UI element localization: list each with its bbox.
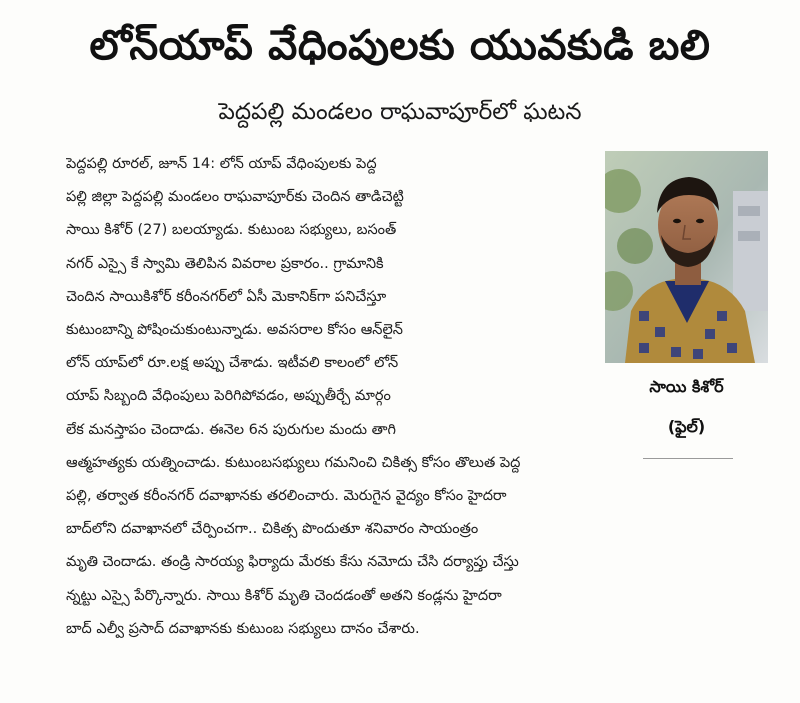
article-line: యాప్‌ సిబ్బంది వేధింపులు పెరిగిపోవడం, అప్పుతీర్చే మార్గం <box>66 388 391 405</box>
article-line: బాద్‌ ఎల్వీ ప్రసాద్‌ దవాఖానకు కుటుంబ సభ్యులు దానం చేశారు. <box>66 620 420 637</box>
article-line: లేక మనస్తాపం చెందాడు. ఈనెల 6న పురుగుల మందు తాగి <box>66 421 396 438</box>
article-line: నగర్‌ ఎస్సై కే స్వామి తెలిపిన వివరాల ప్రకారం.. గ్రామానికి <box>66 255 384 272</box>
article-line: సాయి కిశోర్‌ (27) బలయ్యాడు. కుటుంబ సభ్యులు, బసంత్‌ <box>66 222 397 239</box>
article-line: చెందిన సాయికిశోర్‌ కరీంనగర్‌లో ఏసీ మెకానిక్‌గా పనిచేస్తూ <box>66 288 387 305</box>
article-line: కుటుంబాన్ని పోషించుకుంటున్నాడు. అవసరాల కోసం ఆన్‌లైన్‌ <box>66 322 403 339</box>
headline: లోన్‌యాప్‌ వేధింపులకు యువకుడి బలి <box>89 21 711 69</box>
article-line: పల్లి జిల్లా పెద్దపల్లి మండలం రాఘవాపూర్‌కు చెందిన తాడిచెట్టి <box>66 189 404 206</box>
article-body <box>66 148 788 646</box>
photo-caption-name: సాయి కిశోర్‌ <box>649 377 724 396</box>
photo-space <box>618 148 788 473</box>
article-line: న్నట్టు ఎస్సై పేర్కొన్నారు. సాయి కిశోర్‌ మృతి చెందడంతో అతని కండ్లను హైదరా <box>66 587 502 604</box>
article-line: పెద్దపల్లి రూరల్‌, జూన్‌ 14: లోన్‌ యాప్‌ వేధింపులకు పెద్ద <box>66 156 377 172</box>
article-line: ఆత్మహత్యకు యత్నించాడు. కుటుంబసభ్యులు గమనించి చికిత్స కోసం తొలుత పెద్ద <box>66 454 521 471</box>
article-line: పల్లి, తర్వాత కరీంనగర్‌ దవాఖానకు తరలించారు. మెరుగైన వైద్యం కోసం హైదరా <box>66 488 507 505</box>
article-line: మృతి చెందాడు. తండ్రి సారయ్య ఫిర్యాదు మేరకు కేసు నమోదు చేసి దర్యాప్తు చేస్తు <box>66 554 519 571</box>
subheadline: పెద్దపల్లి మండలం రాఘవాపూర్‌లో ఘటన <box>218 99 582 125</box>
article-line: లోన్‌ యాప్‌లో రూ.లక్ష అప్పు చేశాడు. ఇటీవలి కాలంలో లోన్‌ <box>66 355 399 372</box>
article-line: బాద్‌లోని దవాఖానలో చేర్పించగా.. చికిత్స పొందుతూ శనివారం సాయంత్రం <box>66 521 479 538</box>
photo-caption-note: (ఫైల్‌) <box>667 417 706 436</box>
